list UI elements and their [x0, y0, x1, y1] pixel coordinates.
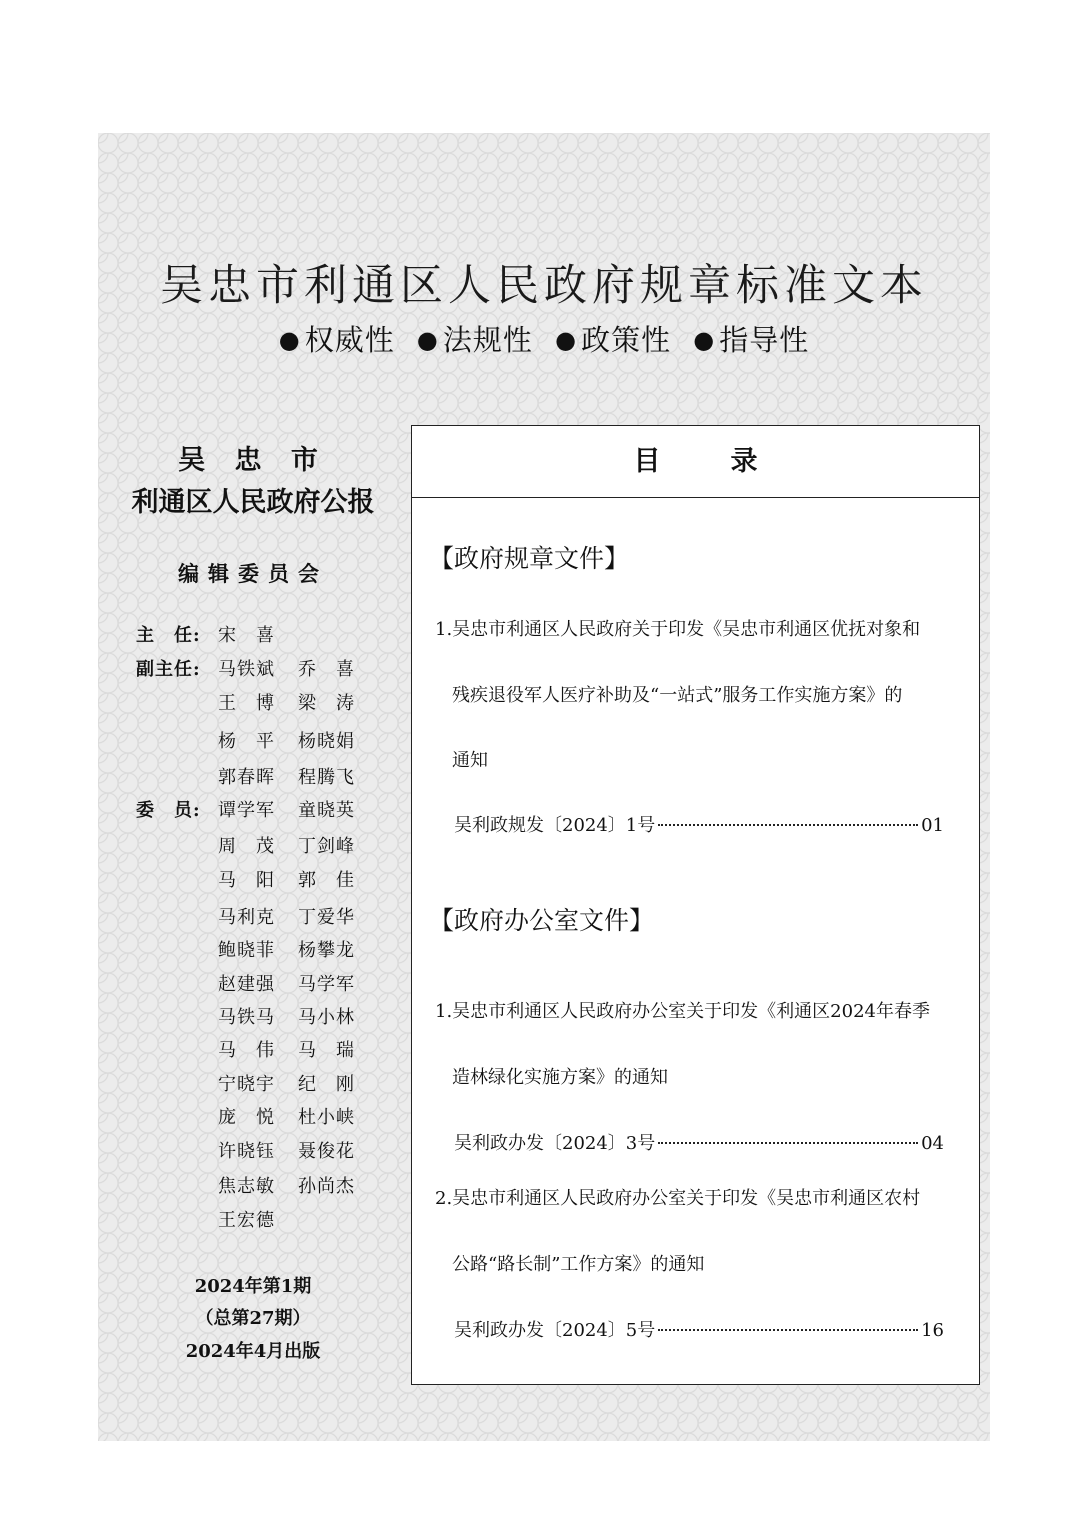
member-name: 马铁马 — [218, 1007, 275, 1028]
committee-row — [98, 903, 408, 935]
toc-entry-line[interactable]: 2.吴忠市利通区人民政府办公室关于印发《吴忠市利通区农村 — [435, 1188, 921, 1209]
leader-dots — [658, 1329, 918, 1331]
toc-doc-number-row[interactable] — [454, 811, 944, 837]
member-name: 聂俊花 — [298, 1141, 355, 1162]
tag-regulatory: ● 法规性 — [417, 323, 533, 357]
member-name: 丁爱华 — [298, 907, 355, 928]
committee-row — [98, 1172, 408, 1204]
committee-row — [98, 763, 408, 795]
member-name: 周 茂 — [218, 836, 275, 857]
toc-heading: 目录 — [412, 426, 979, 498]
issue-number: 2024年第1期 — [194, 1276, 312, 1297]
member-name: 杜小峡 — [298, 1107, 355, 1128]
org-city: 吴 忠 市 — [178, 445, 328, 476]
member-name: 童晓英 — [298, 800, 355, 821]
member-name: 马 瑞 — [298, 1040, 355, 1061]
leader-dots — [658, 824, 918, 826]
toc-entry-line[interactable]: 1.吴忠市利通区人民政府办公室关于印发《利通区2024年春季 — [435, 1001, 930, 1022]
member-name: 梁 涛 — [298, 693, 355, 714]
member-name: 宁晓宇 — [218, 1074, 275, 1095]
member-name: 丁剑峰 — [298, 836, 355, 857]
member-name: 郭 佳 — [298, 870, 355, 891]
toc-entry-line[interactable]: 残疾退役军人医疗补助及“一站式”服务工作实施方案》的 — [452, 685, 903, 706]
member-name: 宋 喜 — [218, 625, 275, 646]
member-name: 谭学军 — [218, 800, 275, 821]
doc-number: 吴利政办发〔2024〕5号 — [454, 1320, 656, 1341]
toc-entry-line[interactable]: 公路“路长制”工作方案》的通知 — [452, 1254, 705, 1275]
tag-guidance: ● 指导性 — [693, 323, 809, 357]
member-name: 庞 悦 — [218, 1107, 275, 1128]
page-number: 01 — [921, 815, 944, 836]
table-of-contents — [411, 425, 980, 1385]
committee-row — [98, 1070, 408, 1102]
committee-role: 委 员: — [136, 800, 201, 821]
tag-policy: ● 政策性 — [555, 323, 671, 357]
member-name: 程腾飞 — [298, 767, 355, 788]
committee-row — [98, 970, 408, 1002]
committee-role: 主 任: — [136, 625, 201, 646]
committee-row — [98, 1206, 408, 1238]
member-name: 郭春晖 — [218, 767, 275, 788]
committee-role: 副主任: — [136, 659, 201, 680]
toc-entry-line[interactable]: 通知 — [452, 750, 488, 771]
page-number: 04 — [921, 1133, 944, 1154]
publish-date: 2024年4月出版 — [185, 1341, 321, 1362]
member-name: 杨晓娟 — [298, 731, 355, 752]
section-title-office: 【政府办公室文件】 — [429, 906, 655, 935]
tag-authority: ● 权威性 — [279, 323, 395, 357]
member-name: 马小林 — [298, 1007, 355, 1028]
org-gazette-name: 利通区人民政府公报 — [131, 487, 375, 518]
committee-heading: 编辑委员会 — [178, 561, 328, 586]
toc-entry-line[interactable]: 1.吴忠市利通区人民政府关于印发《吴忠市利通区优抚对象和 — [435, 619, 921, 640]
doc-number: 吴利政办发〔2024〕3号 — [454, 1133, 656, 1154]
member-name: 杨 平 — [218, 731, 275, 752]
toc-doc-number-row[interactable] — [454, 1316, 944, 1342]
member-name: 许晓钰 — [218, 1141, 275, 1162]
member-name: 马 伟 — [218, 1040, 275, 1061]
doc-number: 吴利政规发〔2024〕1号 — [454, 815, 656, 836]
section-title-regulations: 【政府规章文件】 — [429, 544, 630, 573]
member-name: 焦志敏 — [218, 1176, 275, 1197]
member-name: 马 阳 — [218, 870, 275, 891]
committee-row — [98, 796, 408, 828]
member-name: 赵建强 — [218, 974, 275, 995]
committee-row — [98, 655, 408, 687]
committee-row — [98, 832, 408, 864]
toc-doc-number-row[interactable] — [454, 1129, 944, 1155]
member-name: 王 博 — [218, 693, 275, 714]
member-name: 王宏德 — [218, 1210, 275, 1231]
committee-row — [98, 689, 408, 721]
toc-entry-line[interactable]: 造林绿化实施方案》的通知 — [452, 1067, 668, 1088]
member-name: 马学军 — [298, 974, 355, 995]
committee-row — [98, 727, 408, 759]
attribute-tags — [98, 318, 990, 359]
committee-row — [98, 1036, 408, 1068]
member-name: 乔 喜 — [298, 659, 355, 680]
member-name: 纪 刚 — [298, 1074, 355, 1095]
committee-row — [98, 936, 408, 968]
member-name: 杨攀龙 — [298, 940, 355, 961]
document-title: 吴忠市利通区人民政府规章标准文本 — [160, 261, 928, 311]
member-name: 鲍晓菲 — [218, 940, 275, 961]
page-number: 16 — [921, 1320, 944, 1341]
committee-row — [98, 621, 408, 653]
member-name: 孙尚杰 — [298, 1176, 355, 1197]
committee-row — [98, 1003, 408, 1035]
member-name: 马利克 — [218, 907, 275, 928]
member-name: 马铁斌 — [218, 659, 275, 680]
committee-row — [98, 1137, 408, 1169]
issue-total: （总第27期） — [195, 1308, 311, 1329]
committee-row — [98, 866, 408, 898]
leader-dots — [658, 1142, 918, 1144]
committee-row — [98, 1103, 408, 1135]
